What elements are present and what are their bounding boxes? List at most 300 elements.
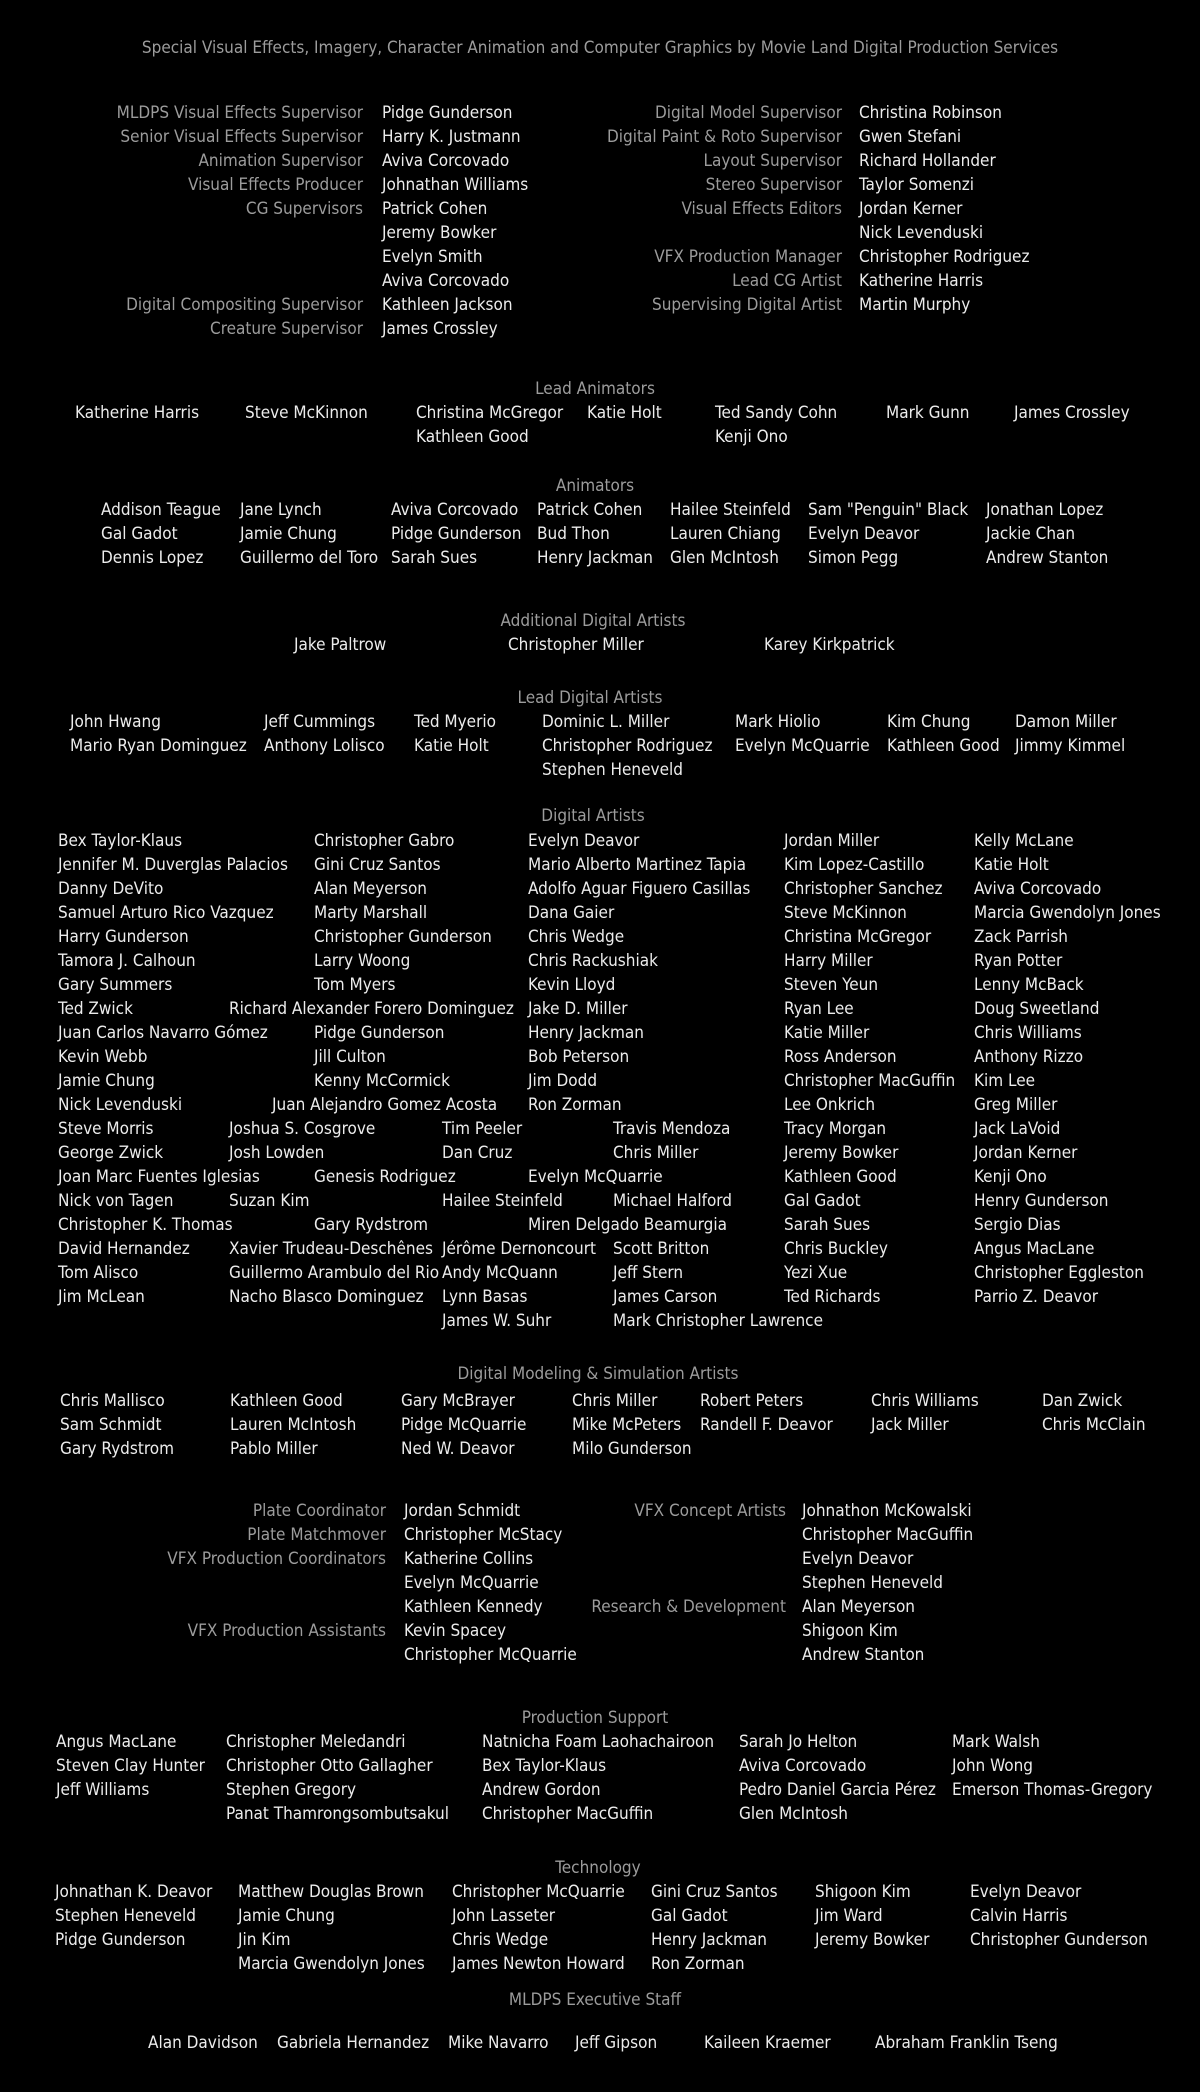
credit-name: Gary McBrayer bbox=[401, 1391, 515, 1411]
credit-name: Patrick Cohen bbox=[382, 199, 488, 219]
credit-name: Glen McIntosh bbox=[739, 1804, 848, 1824]
credit-name: Ron Zorman bbox=[528, 1095, 622, 1115]
credit-name: Karey Kirkpatrick bbox=[764, 635, 895, 655]
section-heading: Digital Modeling & Simulation Artists bbox=[457, 1364, 739, 1384]
credit-name: Ted Zwick bbox=[58, 999, 133, 1019]
credit-name: Kenji Ono bbox=[715, 427, 788, 447]
credit-name: Jim Dodd bbox=[528, 1071, 598, 1091]
credit-name: Jill Culton bbox=[314, 1047, 386, 1067]
role-label: VFX Production Coordinators bbox=[167, 1549, 386, 1569]
credit-name: Lynn Basas bbox=[442, 1287, 528, 1307]
credit-name: Stephen Heneveld bbox=[55, 1906, 196, 1926]
credit-name: Kelly McLane bbox=[974, 831, 1074, 851]
credit-name: Joan Marc Fuentes Iglesias bbox=[58, 1167, 260, 1187]
credit-name: Andrew Stanton bbox=[802, 1645, 925, 1665]
credit-name: Pidge Gunderson bbox=[314, 1023, 445, 1043]
credit-name: Juan Carlos Navarro Gómez bbox=[58, 1023, 268, 1043]
credit-name: Kathleen Good bbox=[887, 736, 1000, 756]
credit-name: Sam Schmidt bbox=[60, 1415, 162, 1435]
credit-name: Christopher McQuarrie bbox=[452, 1882, 625, 1902]
credit-name: Christopher Miller bbox=[508, 635, 644, 655]
credit-name: Emerson Thomas-Gregory bbox=[952, 1780, 1153, 1800]
credit-name: Suzan Kim bbox=[229, 1191, 310, 1211]
credit-name: Katie Holt bbox=[587, 403, 662, 423]
role-label: MLDPS Visual Effects Supervisor bbox=[116, 103, 363, 123]
credit-name: Jonathan Lopez bbox=[986, 500, 1104, 520]
credit-name: Bob Peterson bbox=[528, 1047, 630, 1067]
credit-name: Jack LaVoid bbox=[974, 1119, 1061, 1139]
credit-name: Kim Chung bbox=[887, 712, 971, 732]
credit-name: Jamie Chung bbox=[58, 1071, 155, 1091]
credit-name: Marcia Gwendolyn Jones bbox=[974, 903, 1161, 923]
credit-name: Jeremy Bowker bbox=[815, 1930, 930, 1950]
credit-name: James Crossley bbox=[1014, 403, 1130, 423]
credit-name: Parrio Z. Deavor bbox=[974, 1287, 1098, 1307]
credit-name: Gal Gadot bbox=[101, 524, 178, 544]
credit-name: Taylor Somenzi bbox=[859, 175, 975, 195]
credit-name: Kathleen Good bbox=[416, 427, 529, 447]
credit-name: Jeff Williams bbox=[56, 1780, 150, 1800]
credit-name: Gary Summers bbox=[58, 975, 173, 995]
credit-name: Gary Rydstrom bbox=[60, 1439, 174, 1459]
credit-name: Andrew Stanton bbox=[986, 548, 1109, 568]
credit-name: Dan Zwick bbox=[1042, 1391, 1123, 1411]
credit-name: Michael Halford bbox=[613, 1191, 732, 1211]
role-label: Layout Supervisor bbox=[703, 151, 842, 171]
credit-name: Simon Pegg bbox=[808, 548, 899, 568]
role-label bbox=[560, 1523, 786, 1547]
role-label bbox=[150, 1643, 386, 1667]
credit-name: Christopher Rodriguez bbox=[542, 736, 713, 756]
credit-name: Aviva Corcovado bbox=[391, 500, 519, 520]
top-title: Special Visual Effects, Imagery, Character Animation and Computer Graphics by Movie Land Digital Production Services bbox=[141, 38, 1059, 58]
credit-name: Jordan Schmidt bbox=[404, 1501, 521, 1521]
credit-name: Alan Meyerson bbox=[314, 879, 428, 899]
role-label bbox=[540, 221, 842, 245]
credit-name: Tamora J. Calhoun bbox=[58, 951, 196, 971]
credit-name: Bex Taylor-Klaus bbox=[58, 831, 183, 851]
credit-name: Mike McPeters bbox=[572, 1415, 682, 1435]
credit-name: Chris Wedge bbox=[528, 927, 625, 947]
role-label: Visual Effects Producer bbox=[187, 175, 363, 195]
credit-name: Aviva Corcovado bbox=[974, 879, 1102, 899]
credit-name: Aviva Corcovado bbox=[739, 1756, 867, 1776]
credit-name: Gary Rydstrom bbox=[314, 1215, 428, 1235]
credit-name: Jack Miller bbox=[871, 1415, 949, 1435]
credit-name: Christopher MacGuffin bbox=[784, 1071, 956, 1091]
credit-name: Mario Alberto Martinez Tapia bbox=[528, 855, 746, 875]
credit-name: Kevin Lloyd bbox=[528, 975, 616, 995]
role-label: Digital Paint & Roto Supervisor bbox=[606, 127, 842, 147]
credit-name: Zack Parrish bbox=[974, 927, 1068, 947]
credit-name: Johnathan K. Deavor bbox=[55, 1882, 213, 1902]
top-right-roles bbox=[540, 101, 842, 317]
role-label: Lead CG Artist bbox=[732, 271, 842, 291]
credit-name: Jimmy Kimmel bbox=[1015, 736, 1126, 756]
credit-name: Chris Buckley bbox=[784, 1239, 888, 1259]
credit-name: Jordan Kerner bbox=[859, 199, 963, 219]
credit-name: Anthony Lolisco bbox=[264, 736, 385, 756]
credit-name: Samuel Arturo Rico Vazquez bbox=[58, 903, 274, 923]
credit-name: Larry Woong bbox=[314, 951, 411, 971]
credit-name: James Crossley bbox=[382, 319, 498, 339]
credit-name: Natnicha Foam Laohachairoon bbox=[482, 1732, 715, 1752]
credit-name: Chris Miller bbox=[613, 1143, 699, 1163]
credit-name: Bex Taylor-Klaus bbox=[482, 1756, 607, 1776]
credit-name: Alan Davidson bbox=[148, 2033, 258, 2053]
credit-name: Ted Myerio bbox=[414, 712, 496, 732]
credit-name: Lauren Chiang bbox=[670, 524, 781, 544]
section-heading: MLDPS Executive Staff bbox=[508, 1990, 682, 2010]
credit-name: Pidge Gunderson bbox=[382, 103, 513, 123]
credit-name: Milo Gunderson bbox=[572, 1439, 692, 1459]
credit-name: Harry Gunderson bbox=[58, 927, 189, 947]
credit-name: Abraham Franklin Tseng bbox=[875, 2033, 1058, 2053]
credit-name: Nick von Tagen bbox=[58, 1191, 174, 1211]
credit-name: Kathleen Good bbox=[230, 1391, 343, 1411]
credit-name: Kaileen Kraemer bbox=[704, 2033, 831, 2053]
credit-name: Jeff Stern bbox=[613, 1263, 684, 1283]
credit-name: Stephen Gregory bbox=[226, 1780, 357, 1800]
top-left-names bbox=[382, 101, 528, 341]
section-heading: Production Support bbox=[521, 1708, 669, 1728]
credit-name: Sarah Jo Helton bbox=[739, 1732, 858, 1752]
credit-name: Christopher K. Thomas bbox=[58, 1215, 233, 1235]
credit-name: Marty Marshall bbox=[314, 903, 428, 923]
credit-name: Jeremy Bowker bbox=[382, 223, 497, 243]
credit-name: Gwen Stefani bbox=[859, 127, 962, 147]
credit-name: Ted Richards bbox=[784, 1287, 881, 1307]
credit-name: Harry K. Justmann bbox=[382, 127, 521, 147]
section-heading: Animators bbox=[555, 476, 635, 496]
credit-name: Mark Christopher Lawrence bbox=[613, 1311, 823, 1331]
credit-name: Pablo Miller bbox=[230, 1439, 318, 1459]
role-label bbox=[150, 1595, 386, 1619]
role-label: Research & Development bbox=[591, 1597, 786, 1617]
credit-name: Christina Robinson bbox=[859, 103, 1002, 123]
credit-name: Evelyn McQuarrie bbox=[735, 736, 870, 756]
credit-name: Christina McGregor bbox=[784, 927, 932, 947]
credit-name: Richard Alexander Forero Dominguez bbox=[229, 999, 514, 1019]
credit-name: Jin Kim bbox=[238, 1930, 291, 1950]
section-heading: Lead Digital Artists bbox=[517, 688, 663, 708]
credit-name: Katherine Harris bbox=[75, 403, 200, 423]
credit-name: Christopher Eggleston bbox=[974, 1263, 1144, 1283]
credit-name: Chris Mallisco bbox=[60, 1391, 165, 1411]
credit-name: Matthew Douglas Brown bbox=[238, 1882, 424, 1902]
credit-name: Christopher Gunderson bbox=[970, 1930, 1148, 1950]
credit-name: Jennifer M. Duverglas Palacios bbox=[58, 855, 288, 875]
credit-name: Mike Navarro bbox=[448, 2033, 549, 2053]
credit-name: Jake D. Miller bbox=[528, 999, 628, 1019]
credit-name: Bud Thon bbox=[537, 524, 610, 544]
credit-name: Evelyn Deavor bbox=[970, 1882, 1082, 1902]
credit-name: Evelyn Deavor bbox=[528, 831, 640, 851]
credit-name: Pidge Gunderson bbox=[391, 524, 522, 544]
credit-name: Joshua S. Cosgrove bbox=[229, 1119, 376, 1139]
credit-name: Christopher McQuarrie bbox=[404, 1645, 577, 1665]
credit-name: Shigoon Kim bbox=[802, 1621, 898, 1641]
credit-name: Dan Cruz bbox=[442, 1143, 513, 1163]
credit-name: Danny DeVito bbox=[58, 879, 164, 899]
credit-name: Steve Morris bbox=[58, 1119, 154, 1139]
credit-name: Jim McLean bbox=[58, 1287, 145, 1307]
credit-name: Evelyn Deavor bbox=[808, 524, 920, 544]
credit-name: Alan Meyerson bbox=[802, 1597, 916, 1617]
section-heading: Additional Digital Artists bbox=[500, 611, 686, 631]
credit-name: Mark Hiolio bbox=[735, 712, 821, 732]
credit-name: Steve McKinnon bbox=[784, 903, 907, 923]
credit-name: Nacho Blasco Dominguez bbox=[229, 1287, 424, 1307]
credit-name: Kathleen Good bbox=[784, 1167, 897, 1187]
credit-name: Henry Gunderson bbox=[974, 1191, 1109, 1211]
credit-name: Katie Holt bbox=[414, 736, 489, 756]
credit-name: Kevin Spacey bbox=[404, 1621, 507, 1641]
credit-name: Johnathan Williams bbox=[382, 175, 529, 195]
credit-name: Chris Miller bbox=[572, 1391, 658, 1411]
credit-name: Harry Miller bbox=[784, 951, 873, 971]
credit-name: Steve McKinnon bbox=[245, 403, 368, 423]
credit-name: Chris Williams bbox=[871, 1391, 979, 1411]
section-heading: Digital Artists bbox=[541, 806, 645, 826]
credit-name: Ted Sandy Cohn bbox=[715, 403, 838, 423]
credit-name: Travis Mendoza bbox=[613, 1119, 731, 1139]
plate-left-roles bbox=[150, 1499, 386, 1667]
credit-name: Nick Levenduski bbox=[859, 223, 984, 243]
role-label: Plate Matchmover bbox=[247, 1525, 386, 1545]
role-label: VFX Production Assistants bbox=[187, 1621, 386, 1641]
credit-name: Juan Alejandro Gomez Acosta bbox=[272, 1095, 498, 1115]
credit-name: Marcia Gwendolyn Jones bbox=[238, 1954, 425, 1974]
credit-name: Ryan Potter bbox=[974, 951, 1063, 971]
credit-name: James Carson bbox=[613, 1287, 718, 1307]
credit-name: Tom Myers bbox=[314, 975, 396, 995]
role-label: Stereo Supervisor bbox=[705, 175, 842, 195]
credit-name: Christopher Gabro bbox=[314, 831, 455, 851]
credit-name: Christopher Sanchez bbox=[784, 879, 943, 899]
credit-name: Steven Clay Hunter bbox=[56, 1756, 205, 1776]
credit-name: Kim Lee bbox=[974, 1071, 1036, 1091]
credit-name: John Hwang bbox=[70, 712, 161, 732]
credit-name: Katherine Collins bbox=[404, 1549, 534, 1569]
credit-name: Aviva Corcovado bbox=[382, 151, 510, 171]
credit-name: Robert Peters bbox=[700, 1391, 804, 1411]
credit-name: David Hernandez bbox=[58, 1239, 190, 1259]
credit-name: Scott Britton bbox=[613, 1239, 710, 1259]
credit-name: Evelyn McQuarrie bbox=[404, 1573, 539, 1593]
credit-name: Angus MacLane bbox=[974, 1239, 1095, 1259]
credit-name: Lenny McBack bbox=[974, 975, 1084, 995]
credit-name: Kim Lopez-Castillo bbox=[784, 855, 925, 875]
section-heading: Technology bbox=[555, 1858, 641, 1878]
plate-right-roles bbox=[560, 1499, 786, 1667]
role-label: Senior Visual Effects Supervisor bbox=[120, 127, 363, 147]
role-label: Visual Effects Editors bbox=[681, 199, 842, 219]
role-label: Animation Supervisor bbox=[198, 151, 363, 171]
top-right-names bbox=[859, 101, 1030, 317]
credit-name: Kenji Ono bbox=[974, 1167, 1047, 1187]
credit-name: Christopher Meledandri bbox=[226, 1732, 406, 1752]
credit-name: Tim Peeler bbox=[442, 1119, 523, 1139]
credit-name: Christopher Gunderson bbox=[314, 927, 492, 947]
credit-name: John Lasseter bbox=[452, 1906, 556, 1926]
role-label bbox=[60, 269, 363, 293]
role-label bbox=[60, 221, 363, 245]
credit-name: Angus MacLane bbox=[56, 1732, 177, 1752]
plate-left-names bbox=[404, 1499, 577, 1667]
role-label bbox=[560, 1547, 786, 1571]
credit-name: Addison Teague bbox=[101, 500, 221, 520]
credit-name: Hailee Steinfeld bbox=[442, 1191, 563, 1211]
credit-name: Jamie Chung bbox=[240, 524, 337, 544]
credit-name: Jane Lynch bbox=[240, 500, 322, 520]
credit-name: Evelyn Smith bbox=[382, 247, 483, 267]
credit-name: Katie Miller bbox=[784, 1023, 870, 1043]
role-label bbox=[560, 1643, 786, 1667]
credit-name: Dennis Lopez bbox=[101, 548, 204, 568]
credit-name: Mario Ryan Dominguez bbox=[70, 736, 247, 756]
credit-name: Johnathon McKowalski bbox=[802, 1501, 972, 1521]
credit-name: Gal Gadot bbox=[651, 1906, 728, 1926]
credit-name: Ross Anderson bbox=[784, 1047, 897, 1067]
credit-name: Panat Thamrongsombutsakul bbox=[226, 1804, 449, 1824]
credit-name: Doug Sweetland bbox=[974, 999, 1100, 1019]
credit-name: Chris Wedge bbox=[452, 1930, 549, 1950]
credit-name: Jamie Chung bbox=[238, 1906, 335, 1926]
credit-name: Christopher MacGuffin bbox=[482, 1804, 654, 1824]
credit-name: Aviva Corcovado bbox=[382, 271, 510, 291]
credit-name: Glen McIntosh bbox=[670, 548, 779, 568]
credit-name: James Newton Howard bbox=[452, 1954, 625, 1974]
credit-name: Chris Williams bbox=[974, 1023, 1082, 1043]
credit-name: Sam "Penguin" Black bbox=[808, 500, 969, 520]
credit-name: Gini Cruz Santos bbox=[314, 855, 441, 875]
credit-name: Josh Lowden bbox=[229, 1143, 325, 1163]
credit-name: Miren Delgado Beamurgia bbox=[528, 1215, 727, 1235]
credit-name: Ned W. Deavor bbox=[401, 1439, 515, 1459]
credit-name: Guillermo Arambulo del Rio bbox=[229, 1263, 440, 1283]
credit-name: Tracy Morgan bbox=[784, 1119, 887, 1139]
credit-name: George Zwick bbox=[58, 1143, 164, 1163]
credit-name: Mark Walsh bbox=[952, 1732, 1040, 1752]
credit-name: Lauren McIntosh bbox=[230, 1415, 357, 1435]
credit-name: Jackie Chan bbox=[986, 524, 1076, 544]
credit-name: Guillermo del Toro bbox=[240, 548, 379, 568]
role-label bbox=[150, 1571, 386, 1595]
credit-name: Pidge Gunderson bbox=[55, 1930, 186, 1950]
credit-name: Pidge McQuarrie bbox=[401, 1415, 527, 1435]
credit-name: Christopher McStacy bbox=[404, 1525, 563, 1545]
top-left-roles bbox=[60, 101, 363, 341]
credit-name: Jake Paltrow bbox=[294, 635, 387, 655]
credit-name: Sarah Sues bbox=[391, 548, 478, 568]
credit-name: Gal Gadot bbox=[784, 1191, 861, 1211]
credit-name: Kevin Webb bbox=[58, 1047, 148, 1067]
credit-name: Sergio Dias bbox=[974, 1215, 1061, 1235]
credit-name: Hailee Steinfeld bbox=[670, 500, 791, 520]
credit-name: Damon Miller bbox=[1015, 712, 1117, 732]
credit-name: Richard Hollander bbox=[859, 151, 996, 171]
credit-name: Shigoon Kim bbox=[815, 1882, 911, 1902]
credit-name: Pedro Daniel Garcia Pérez bbox=[739, 1780, 936, 1800]
credit-name: Dominic L. Miller bbox=[542, 712, 670, 732]
section-heading: Lead Animators bbox=[535, 379, 655, 399]
credit-name: Xavier Trudeau-Deschênes bbox=[229, 1239, 433, 1259]
role-label bbox=[560, 1571, 786, 1595]
credit-name: Henry Jackman bbox=[528, 1023, 644, 1043]
plate-right-names bbox=[802, 1499, 973, 1667]
credit-name: Jordan Kerner bbox=[974, 1143, 1078, 1163]
credit-name: Chris McClain bbox=[1042, 1415, 1146, 1435]
role-label: Supervising Digital Artist bbox=[651, 295, 842, 315]
credit-name: Stephen Heneveld bbox=[542, 760, 683, 780]
credit-name: Greg Miller bbox=[974, 1095, 1058, 1115]
credit-name: Katie Holt bbox=[974, 855, 1049, 875]
credit-name: Jeff Cummings bbox=[264, 712, 376, 732]
credit-name: Ryan Lee bbox=[784, 999, 854, 1019]
credit-name: Evelyn Deavor bbox=[802, 1549, 914, 1569]
credit-name: Katherine Harris bbox=[859, 271, 984, 291]
credit-name: Kathleen Kennedy bbox=[404, 1597, 543, 1617]
credit-name: Henry Jackman bbox=[651, 1930, 767, 1950]
credit-name: Stephen Heneveld bbox=[802, 1573, 943, 1593]
credit-name: Mark Gunn bbox=[886, 403, 970, 423]
credit-name: Ron Zorman bbox=[651, 1954, 745, 1974]
credit-name: Kenny McCormick bbox=[314, 1071, 450, 1091]
role-label: Plate Coordinator bbox=[252, 1501, 386, 1521]
credit-name: Calvin Harris bbox=[970, 1906, 1068, 1926]
credit-name: Patrick Cohen bbox=[537, 500, 643, 520]
credit-name: Sarah Sues bbox=[784, 1215, 871, 1235]
credit-name: Kathleen Jackson bbox=[382, 295, 513, 315]
credit-name: Genesis Rodriguez bbox=[314, 1167, 456, 1187]
credit-name: Gini Cruz Santos bbox=[651, 1882, 778, 1902]
credit-name: Randell F. Deavor bbox=[700, 1415, 833, 1435]
credit-name: Adolfo Aguar Figuero Casillas bbox=[528, 879, 751, 899]
credit-name: Yezi Xue bbox=[784, 1263, 848, 1283]
credit-name: Lee Onkrich bbox=[784, 1095, 876, 1115]
role-label bbox=[560, 1619, 786, 1643]
role-label bbox=[60, 245, 363, 269]
credit-name: Christina McGregor bbox=[416, 403, 564, 423]
credit-name: Christopher Rodriguez bbox=[859, 247, 1030, 267]
credit-name: Dana Gaier bbox=[528, 903, 615, 923]
credit-name: Henry Jackman bbox=[537, 548, 653, 568]
role-label: Digital Model Supervisor bbox=[655, 103, 842, 123]
credit-name: Andrew Gordon bbox=[482, 1780, 601, 1800]
role-label: CG Supervisors bbox=[245, 199, 363, 219]
credit-name: James W. Suhr bbox=[442, 1311, 552, 1331]
role-label: VFX Concept Artists bbox=[634, 1501, 786, 1521]
credit-name: Evelyn McQuarrie bbox=[528, 1167, 663, 1187]
credit-name: Jérôme Dernoncourt bbox=[442, 1239, 597, 1259]
role-label: Creature Supervisor bbox=[210, 319, 363, 339]
credit-name: Chris Rackushiak bbox=[528, 951, 658, 971]
credit-name: Martin Murphy bbox=[859, 295, 971, 315]
credit-name: Andy McQuann bbox=[442, 1263, 558, 1283]
credit-name: Nick Levenduski bbox=[58, 1095, 183, 1115]
credit-name: John Wong bbox=[952, 1756, 1033, 1776]
role-label: Digital Compositing Supervisor bbox=[126, 295, 363, 315]
credit-name: Anthony Rizzo bbox=[974, 1047, 1084, 1067]
credit-name: Christopher Otto Gallagher bbox=[226, 1756, 433, 1776]
role-label: VFX Production Manager bbox=[654, 247, 842, 267]
credit-name: Jeff Gipson bbox=[575, 2033, 658, 2053]
credit-name: Gabriela Hernandez bbox=[277, 2033, 430, 2053]
credit-name: Jeremy Bowker bbox=[784, 1143, 899, 1163]
credit-name: Jordan Miller bbox=[784, 831, 880, 851]
credit-name: Tom Alisco bbox=[58, 1263, 139, 1283]
